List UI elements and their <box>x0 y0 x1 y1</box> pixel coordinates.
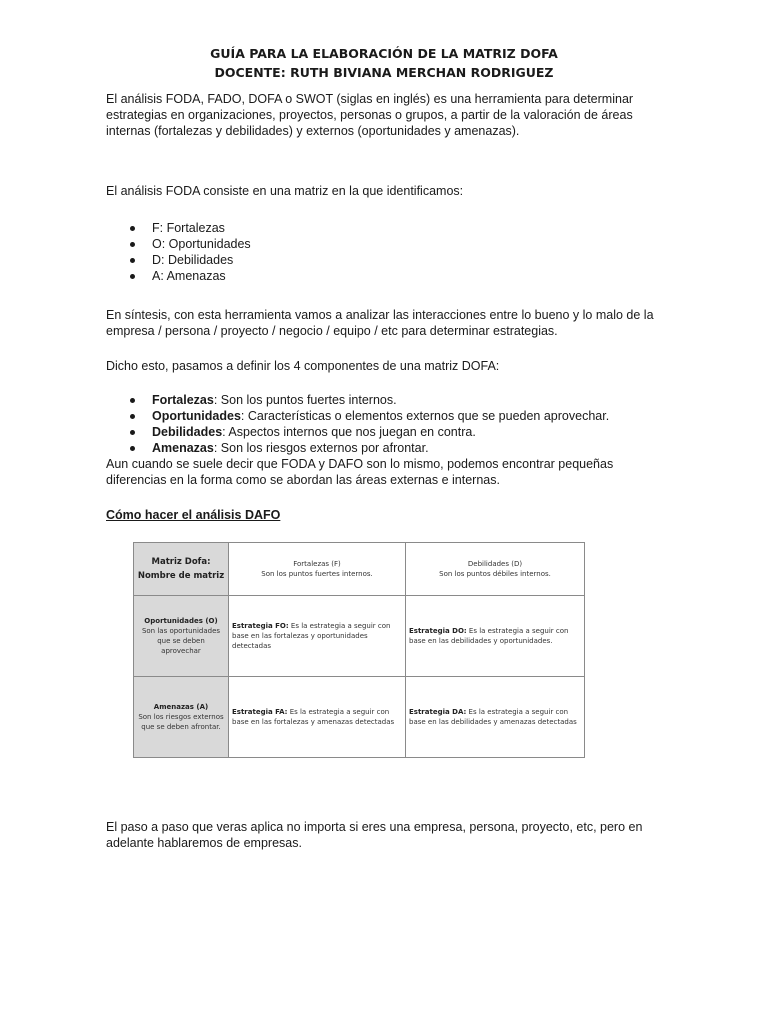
amenazas-row-header: Amenazas (A) Son los riesgos externos que se deben afrontar. <box>134 676 229 757</box>
list-item: O: Oportunidades <box>130 236 251 252</box>
document-title: GUÍA PARA LA ELABORACIÓN DE LA MATRIZ DOFA <box>210 46 558 61</box>
dofa-matrix-table <box>133 542 585 758</box>
matrix-corner-cell: Matriz Dofa: Nombre de matriz <box>134 543 229 596</box>
document-teacher: DOCENTE: RUTH BIVIANA MERCHAN RODRIGUEZ <box>214 65 554 80</box>
components-intro: Dicho esto, pasamos a definir los 4 componentes de una matriz DOFA: <box>106 359 500 373</box>
synthesis-paragraph: En síntesis, con esta herramienta vamos a analizar las interacciones entre lo bueno y lo malo de la empresa / persona / proyecto / negocio / equipo / etc para determinar estrategias. <box>106 308 654 338</box>
list-item: Amenazas: Son los riesgos externos por afrontar. <box>130 440 609 456</box>
list-item: Debilidades: Aspectos internos que nos juegan en contra. <box>130 424 609 440</box>
fortalezas-header-cell: Fortalezas (F) Son los puntos fuertes internos. <box>229 543 406 596</box>
closing-paragraph: El paso a paso que veras aplica no importa si eres una empresa, persona, proyecto, etc, pero en adelante hablaremos de empresas. <box>106 820 643 850</box>
components-list <box>130 392 609 456</box>
oportunidades-row-header: Oportunidades (O) Son las oportunidades que se deben aprovechar <box>134 595 229 676</box>
debilidades-header-cell: Debilidades (D) Son los puntos débiles internos. <box>406 543 585 596</box>
intro-paragraph: El análisis FODA, FADO, DOFA o SWOT (siglas en inglés) es una herramienta para determinar estrategias en organizaciones, proyectos, personas o grupos, a partir de la valoración de áreas internas (fortalezas y debilidades) y externos (oportunidades y amenazas). <box>106 92 634 138</box>
letters-list <box>130 220 251 284</box>
list-item: D: Debilidades <box>130 252 251 268</box>
list-item: A: Amenazas <box>130 268 251 284</box>
strategy-fa-cell: Estrategia FA: Es la estrategia a seguir con base en las fortalezas y amenazas detectadas <box>229 676 406 757</box>
strategy-da-cell: Estrategia DA: Es la estrategia a seguir con base en las debilidades y amenazas detectadas <box>406 676 585 757</box>
strategy-do-cell: Estrategia DO: Es la estrategia a seguir con base en las debilidades y oportunidades. <box>406 595 585 676</box>
how-to-heading: Cómo hacer el análisis DAFO <box>106 508 281 522</box>
list-item: Oportunidades: Características o elementos externos que se pueden aprovechar. <box>130 408 609 424</box>
matrix-intro: El análisis FODA consiste en una matriz en la que identificamos: <box>106 184 464 198</box>
list-item: Fortalezas: Son los puntos fuertes internos. <box>130 392 609 408</box>
strategy-fo-cell: Estrategia FO: Es la estrategia a seguir con base en las fortalezas y oportunidades detectadas <box>229 595 406 676</box>
list-item: F: Fortalezas <box>130 220 251 236</box>
difference-paragraph: Aun cuando se suele decir que FODA y DAFO son lo mismo, podemos encontrar pequeñas diferencias en la forma como se abordan las áreas externas e internas. <box>106 457 614 487</box>
